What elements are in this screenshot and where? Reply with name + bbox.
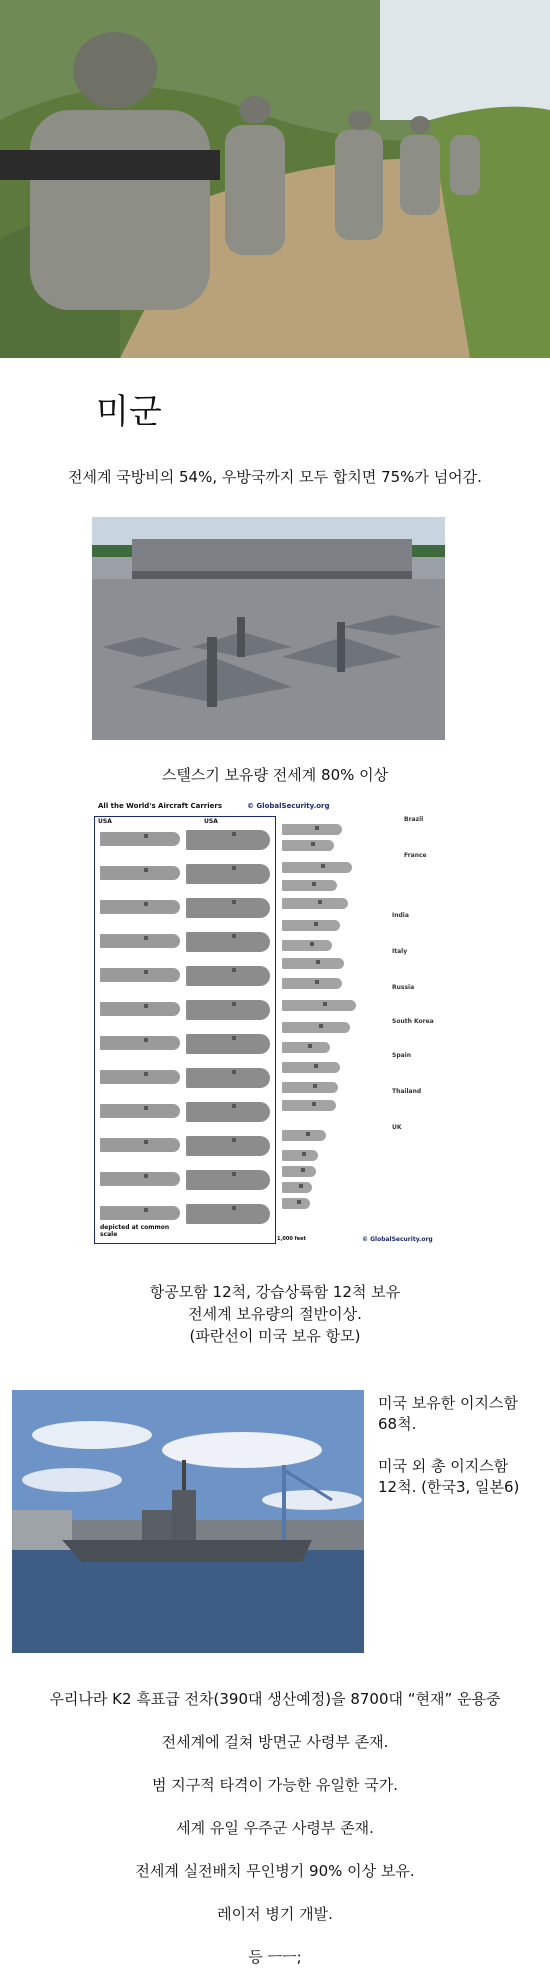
carrier-silhouette: [282, 1150, 318, 1161]
carrier-silhouette: [186, 932, 270, 952]
carrier-silhouette: [282, 1100, 336, 1111]
carrier-silhouette: [282, 1130, 326, 1141]
country-label: Spain: [392, 1052, 411, 1059]
carrier-silhouette: [282, 940, 332, 951]
carrier-silhouette: [282, 1198, 310, 1209]
carrier-silhouette: [100, 968, 180, 982]
carrier-silhouette: [186, 1136, 270, 1156]
carrier-silhouette: [100, 832, 180, 846]
fact-line: 전세계에 걸쳐 방면군 사령부 존재.: [161, 1733, 389, 1751]
carriers-chart-brand: © GlobalSecurity.org: [247, 802, 330, 810]
carrier-silhouette: [282, 862, 352, 873]
carriers-caption-line: 항공모함 12척, 강습상륙함 12척 보유: [149, 1283, 401, 1301]
fact-line: 세계 유일 우주군 사령부 존재.: [176, 1819, 374, 1837]
carrier-silhouette: [100, 1002, 180, 1016]
carrier-silhouette: [282, 1182, 312, 1193]
carrier-silhouette: [100, 900, 180, 914]
carriers-footer-scale: 1,000 feet: [277, 1236, 306, 1242]
soldiers-photo: [0, 0, 550, 358]
carrier-silhouette: [282, 1082, 338, 1093]
defense-spending-text: 전세계 국방비의 54%, 우방국까지 모두 합치면 75%가 넘어감.: [68, 468, 482, 486]
carriers-caption-line: 전세계 보유량의 절반이상.: [188, 1305, 362, 1323]
carrier-silhouette: [100, 1172, 180, 1186]
carrier-silhouette: [282, 958, 344, 969]
country-label: Brazil: [404, 816, 424, 823]
carrier-silhouette: [282, 920, 340, 931]
carrier-silhouette: [282, 824, 342, 835]
country-label: India: [392, 912, 409, 919]
carrier-silhouette: [282, 1166, 316, 1177]
carrier-silhouette: [100, 1104, 180, 1118]
carrier-silhouette: [282, 1022, 350, 1033]
country-label: UK: [392, 1124, 402, 1131]
aegis-line: [378, 1435, 548, 1456]
stealth-jets-photo: [92, 517, 445, 740]
carrier-silhouette: [282, 898, 348, 909]
carrier-silhouette: [282, 1000, 356, 1011]
carrier-silhouette: [100, 1138, 180, 1152]
country-label: South Korea: [392, 1018, 434, 1025]
fact-line: 등 ㅡㅡ;: [248, 1948, 302, 1966]
carriers-footer-brand: © GlobalSecurity.org: [362, 1236, 433, 1243]
page-title: 미군: [96, 392, 162, 432]
carriers-caption: [0, 1281, 550, 1347]
carrier-silhouette: [186, 1102, 270, 1122]
us-col1-label: USA: [98, 818, 112, 825]
carrier-silhouette: [100, 1206, 180, 1220]
carriers-chart: [92, 800, 445, 1247]
fact-line: 우리나라 K2 흑표급 전차(390대 생산예정)을 8700대 “현재” 운용중: [49, 1690, 501, 1708]
carrier-silhouette: [186, 1204, 270, 1224]
country-label: Italy: [392, 948, 408, 955]
fact-line: 범 지구적 타격이 가능한 유일한 국가.: [152, 1776, 398, 1794]
fact-line: 레이저 병기 개발.: [217, 1905, 333, 1923]
carrier-silhouette: [282, 840, 334, 851]
carrier-silhouette: [186, 864, 270, 884]
carrier-silhouette: [100, 866, 180, 880]
carrier-silhouette: [186, 898, 270, 918]
stealth-text: 스텔스기 보유량 전세계 80% 이상: [161, 766, 389, 784]
carrier-silhouette: [186, 1000, 270, 1020]
carriers-footer-left: depicted at common scale: [100, 1224, 170, 1238]
aegis-line: 68척.: [378, 1415, 417, 1433]
carrier-silhouette: [186, 1170, 270, 1190]
aegis-text: [378, 1393, 548, 1498]
country-label: Russia: [392, 984, 415, 991]
carrier-silhouette: [282, 1062, 340, 1073]
country-label: Thailand: [392, 1088, 422, 1095]
aegis-line: 12척. (한국3, 일본6): [378, 1478, 520, 1496]
carrier-silhouette: [186, 1068, 270, 1088]
country-label: France: [404, 852, 427, 859]
fact-line: 전세계 실전배치 무인병기 90% 이상 보유.: [135, 1862, 415, 1880]
carrier-silhouette: [282, 978, 342, 989]
carriers-caption-line: (파란선이 미국 보유 항모): [189, 1327, 361, 1345]
carrier-silhouette: [282, 880, 337, 891]
destroyer-photo: [12, 1390, 364, 1653]
carrier-silhouette: [100, 1036, 180, 1050]
aegis-line: 미국 외 총 이지스함: [378, 1457, 509, 1475]
carrier-silhouette: [100, 934, 180, 948]
aegis-line: 미국 보유한 이지스함: [378, 1394, 518, 1412]
carrier-silhouette: [282, 1042, 330, 1053]
carrier-silhouette: [186, 1034, 270, 1054]
carrier-silhouette: [186, 830, 270, 850]
carriers-chart-title: All the World's Aircraft Carriers: [98, 802, 223, 810]
carrier-silhouette: [186, 966, 270, 986]
us-col2-label: USA: [204, 818, 218, 825]
carrier-silhouette: [100, 1070, 180, 1084]
